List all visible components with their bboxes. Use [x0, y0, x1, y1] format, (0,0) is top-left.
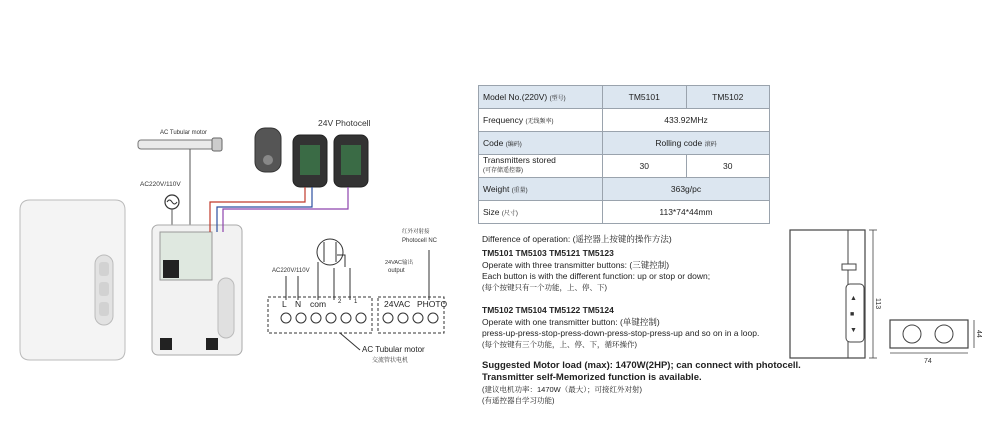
svg-text:▲: ▲	[850, 295, 857, 302]
diff-title: Difference of operation: (遥控器上按键的操作方法)	[482, 234, 672, 244]
suggest-line2: Transmitter self-Memorized function is available.	[482, 372, 702, 383]
photocell-nc-label: Photocell NC	[402, 238, 438, 244]
dim-depth: 44	[975, 330, 982, 338]
bottom-motor-label: AC Tubular motor	[362, 345, 425, 354]
table-row: Frequency (无线频率) 433.92MHz	[479, 109, 770, 132]
group2-line2: press-up-press-stop-press-down-press-stop-press-up and so on in a loop.	[482, 328, 760, 338]
photocell-title: 24V Photocell	[318, 118, 371, 128]
motor-label: AC Tubular motor	[160, 130, 208, 136]
table-row: Transmitters stored (可存储遥控器) 30 30	[479, 155, 770, 178]
dim-width: 74	[924, 358, 932, 365]
group2-line1: Operate with one transmitter button: (单键控制)	[482, 317, 660, 327]
group1-line3: (每个按键只有一个功能，上、停、下)	[482, 283, 607, 292]
receiver-housing	[20, 200, 125, 360]
remote-transmitter	[255, 128, 281, 172]
group1-line1: Operate with three transmitter buttons: (三键控制)	[482, 260, 670, 270]
motor-symbol-icon	[317, 239, 343, 265]
table-row: Weight (重量) 363g/pc	[479, 178, 770, 201]
bottom-motor-cn: 交流管状电机	[372, 358, 409, 364]
spec-table	[478, 85, 770, 224]
group2-models: TM5102 TM5104 TM5122 TM5124	[482, 305, 614, 315]
dimension-drawing	[780, 220, 990, 370]
group2-line3: (每个按键有三个功能，上、停、下，循环操作)	[482, 340, 637, 349]
suggest-cn2: (有遥控器自学习功能)	[482, 396, 555, 405]
screw-terminals-icon	[281, 313, 438, 323]
photocell-nc-cn: 红外对射接	[402, 229, 430, 235]
suggest-cn1: (建议电机功率：1470W（最大）；可接红外对射)	[482, 385, 643, 394]
supply-label: AC220V/110V	[140, 181, 181, 188]
wiring-diagram	[0, 0, 470, 429]
model-col1: TM5101	[603, 86, 687, 109]
dim-height: 113	[874, 298, 881, 310]
terminal-com: com	[310, 299, 327, 309]
table-row: Size (尺寸) 113*74*44mm	[479, 201, 770, 224]
receiver-board	[152, 225, 242, 355]
model-col2: TM5102	[686, 86, 770, 109]
terminal-supply-label: AC220V/110V	[272, 268, 310, 274]
group1-line2: Each button is with the different function: up or stop or down;	[482, 271, 711, 281]
suggest-line1: Suggested Motor load (max): 1470W(2HP); can connect with photocell.	[482, 360, 801, 371]
terminal-n: N	[295, 299, 302, 309]
front-view	[790, 230, 865, 358]
svg-text:■: ■	[850, 311, 855, 318]
terminal-1: 1	[354, 299, 358, 305]
terminal-l: L	[282, 299, 287, 309]
svg-text:▼: ▼	[850, 327, 857, 334]
photocell-units	[293, 135, 368, 187]
output-label-top: 24VAC输出	[385, 260, 414, 266]
terminal-2: 2	[338, 299, 342, 305]
bottom-view	[890, 320, 968, 348]
tubular-motor	[138, 138, 222, 151]
table-row: Model No.(220V) (型号) TM5101 TM5102	[479, 86, 770, 109]
terminal-24vac: 24VAC	[384, 299, 411, 309]
group1-models: TM5101 TM5103 TM5121 TM5123	[482, 248, 614, 258]
table-row: Code (编码) Rolling code 滚码	[479, 132, 770, 155]
output-label: output	[388, 268, 405, 274]
terminal-photo: PHOTO	[417, 299, 448, 309]
